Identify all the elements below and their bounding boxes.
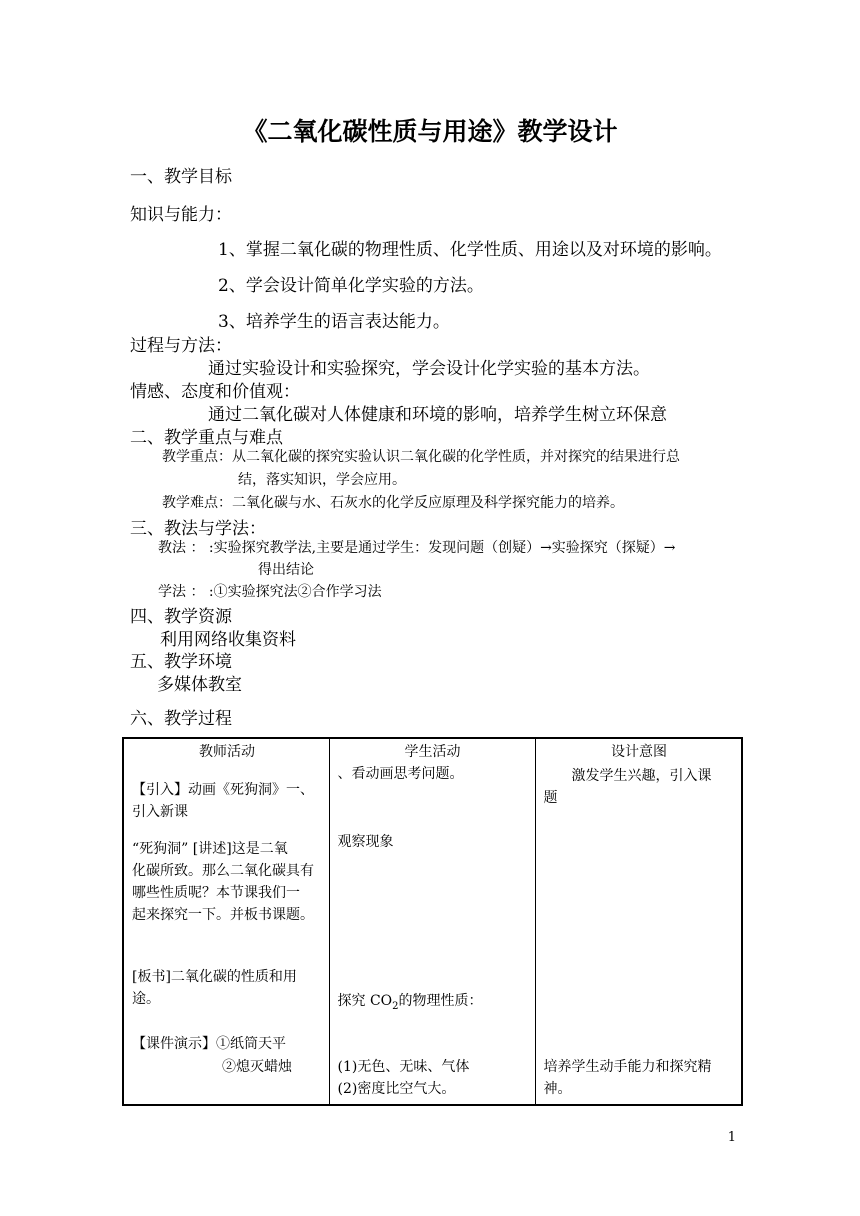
study-method: 学法 ： :①实验探究法②合作学习法 <box>158 584 382 600</box>
intent-interest-line-1: 激发学生兴趣，引入课 <box>571 768 712 784</box>
heading-methods: 三、教法与学法： <box>130 519 266 539</box>
teaching-method-line-2: 得出结论 <box>258 562 314 578</box>
difficult-point: 教学难点：二氧化碳与水、石灰水的化学反应原理及科学探究能力的培养。 <box>162 495 624 511</box>
heading-environment: 五、教学环境 <box>130 652 232 672</box>
header-design-intent: 设计意图 <box>611 744 667 760</box>
process-text: 通过实验设计和实验探究，学会设计化学实验的基本方法。 <box>208 359 650 379</box>
label-emotion: 情感、态度和价值观： <box>130 382 300 402</box>
header-teacher-activity: 教师活动 <box>199 744 255 760</box>
heading-resources: 四、教学资源 <box>130 607 232 627</box>
page-number: 1 <box>727 1130 736 1145</box>
key-point-line-2: 结，落实知识，学会应用。 <box>238 472 406 488</box>
key-point-line-1: 教学重点：从二氧化碳的探究实验认识二氧化碳的化学性质，并对探究的结果进行总 <box>162 449 680 465</box>
page-title: 《二氧化碳性质与用途》教学设计 <box>242 117 618 146</box>
teacher-lecture-line-1: “死狗洞” [讲述]这是二氧 <box>132 841 288 857</box>
intent-skill-line-1: 培养学生动手能力和探究精 <box>543 1059 712 1075</box>
teacher-intro-line-2: 引入新课 <box>132 804 188 820</box>
design-intent-cell <box>535 738 742 1105</box>
student-observe: 观察现象 <box>337 834 394 850</box>
objective-item-2: 2、学会设计简单化学实验的方法。 <box>218 276 484 296</box>
teacher-lecture-line-4: 起来探究一下。并板书课题。 <box>132 907 314 923</box>
teacher-lecture-line-2: 化碳所致。那么二氧化碳具有 <box>132 863 314 879</box>
label-process: 过程与方法： <box>130 336 232 356</box>
intent-skill-line-2: 神。 <box>543 1081 572 1097</box>
objective-item-1: 1、掌握二氧化碳的物理性质、化学性质、用途以及对环境的影响。 <box>218 240 722 260</box>
teacher-board-line-1: [板书]二氧化碳的性质和用 <box>132 969 297 985</box>
environment-text: 多媒体教室 <box>157 675 242 695</box>
teacher-board-line-2: 途。 <box>132 991 160 1007</box>
intent-interest-line-2: 题 <box>543 790 558 806</box>
heading-process: 六、教学过程 <box>130 709 232 729</box>
heading-objectives: 一、教学目标 <box>130 167 232 187</box>
teacher-lecture-line-3: 哪些性质呢？本节课我们一 <box>132 885 300 901</box>
student-watch-animation: 、看动画思考问题。 <box>337 766 464 782</box>
teaching-process-table <box>122 737 743 1106</box>
teacher-intro-line-1: 【引入】动画《死狗洞》一、 <box>132 782 314 798</box>
resources-text: 利用网络收集资料 <box>160 630 296 650</box>
label-knowledge: 知识与能力： <box>130 205 232 225</box>
header-student-activity: 学生活动 <box>404 744 461 760</box>
teaching-method-line-1: 教法 ： :实验探究教学法,主要是通过学生：发现问题（创疑）→实验探究（探疑）→ <box>158 540 676 556</box>
student-property-2: (2)密度比空气大。 <box>337 1081 456 1097</box>
teacher-demo-line-1: 【课件演示】①纸筒天平 <box>132 1036 286 1052</box>
student-activity-cell <box>329 738 535 1105</box>
objective-item-3: 3、培养学生的语言表达能力。 <box>218 312 450 332</box>
student-explore-co2: 探究 $CO_2$的物理性质： <box>337 993 483 1012</box>
student-property-1: (1)无色、无味、气体 <box>337 1059 470 1075</box>
emotion-text: 通过二氧化碳对人体健康和环境的影响，培养学生树立环保意 <box>208 405 667 425</box>
teacher-demo-line-2: ②熄灭蜡烛 <box>222 1059 292 1075</box>
heading-key-points: 二、教学重点与难点 <box>130 428 283 448</box>
teacher-activity-cell <box>123 738 329 1105</box>
